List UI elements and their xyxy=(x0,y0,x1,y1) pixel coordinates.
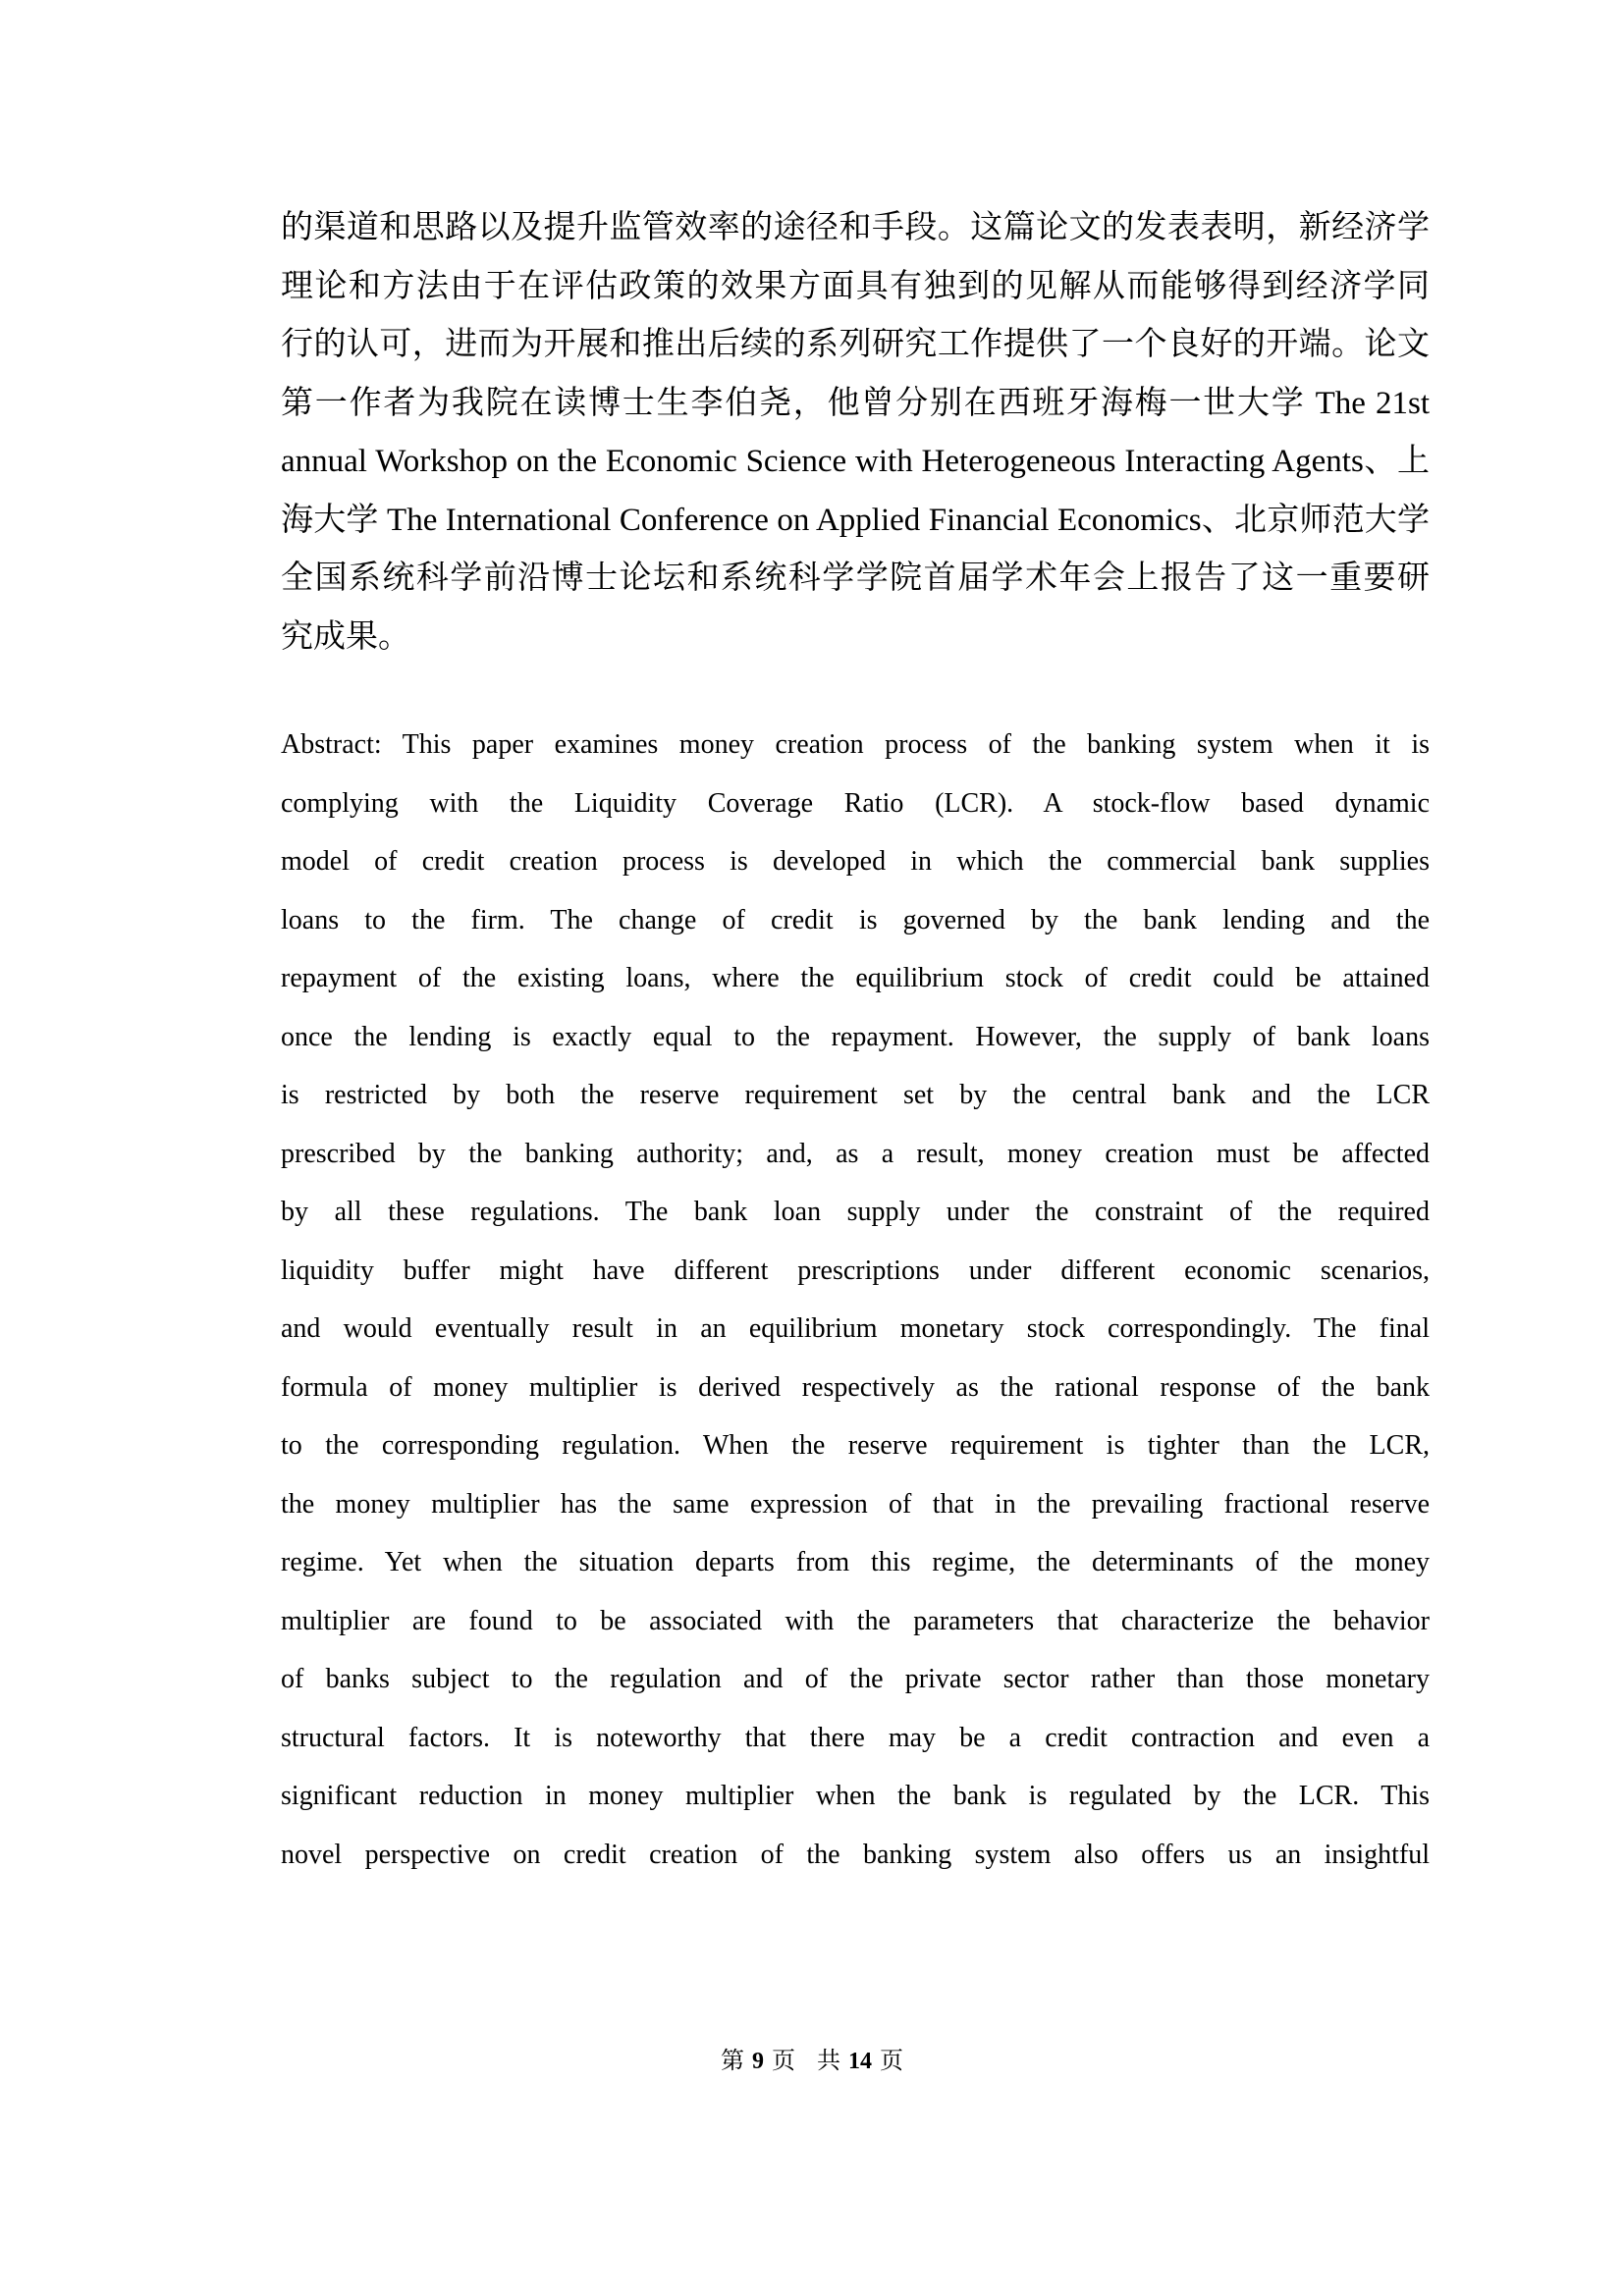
abstract-line: of banks subject to the regulation and of the private sector rather than those monetary xyxy=(281,1664,1430,1694)
abstract-line: structural factors. It is noteworthy that there may be a credit contraction and even a xyxy=(281,1722,1430,1753)
footer-page-prefix: 第 xyxy=(721,2049,744,2074)
page-content xyxy=(281,199,1430,1884)
footer-page-number: 9 xyxy=(752,2049,764,2074)
abstract-line: formula of money multiplier is derived respectively as the rational response of the bank xyxy=(281,1371,1430,1403)
abstract-paragraph xyxy=(281,716,1430,1884)
cn-paragraph-line: 究成果。 xyxy=(281,618,410,655)
abstract-line: Abstract: This paper examines money creation process of the banking system when it is xyxy=(281,729,1430,760)
abstract-line: liquidity buffer might have different prescriptions under different economic scenarios, xyxy=(281,1255,1430,1286)
cn-paragraph-line: 理论和方法由于在评估政策的效果方面具有独到的见解从而能够得到经济学同 xyxy=(281,268,1430,304)
abstract-line: loans to the firm. The change of credit is governed by the bank lending and the xyxy=(281,904,1430,935)
abstract-line: model of credit creation process is developed in which the commercial bank supplies xyxy=(281,846,1430,877)
cn-paragraph-line: 行的认可，进而为开展和推出后续的系列研究工作提供了一个良好的开端。论文 xyxy=(281,327,1430,362)
cn-paragraph-line: 全国系统科学前沿博士论坛和系统科学学院首届学术年会上报告了这一重要研 xyxy=(281,561,1430,596)
footer-page-unit: 页 xyxy=(772,2049,795,2074)
abstract-line: regime. Yet when the situation departs from this regime, the determinants of the money xyxy=(281,1547,1430,1577)
footer-total-unit: 页 xyxy=(880,2049,903,2074)
cn-paragraph-line: 的渠道和思路以及提升监管效率的途径和手段。这篇论文的发表表明，新经济学 xyxy=(281,210,1430,245)
abstract-line: significant reduction in money multiplier when the bank is regulated by the LCR. This xyxy=(281,1781,1430,1811)
abstract-line: and would eventually result in an equilibrium monetary stock correspondingly. The final xyxy=(281,1313,1430,1344)
cn-paragraph-line: 第一作者为我院在读博士生李伯尧，他曾分别在西班牙海梅一世大学 The 21st xyxy=(281,385,1430,421)
abstract-line: repayment of the existing loans, where the equilibrium stock of credit could be attained xyxy=(281,963,1430,993)
abstract-line: complying with the Liquidity Coverage Ratio (LCR). A stock-flow based dynamic xyxy=(281,787,1430,819)
cn-paragraph-line: annual Workshop on the Economic Science with Heterogeneous Interacting Agents、上 xyxy=(281,444,1430,479)
footer-total-number: 14 xyxy=(848,2049,872,2074)
footer-total-label: 共 xyxy=(817,2049,840,2074)
abstract-line: by all these regulations. The bank loan supply under the constraint of the required xyxy=(281,1197,1430,1227)
chinese-paragraph xyxy=(281,199,1430,667)
abstract-line: prescribed by the banking authority; and, as a result, money creation must be affected xyxy=(281,1138,1430,1169)
cn-paragraph-line: 海大学 The International Conference on Applied Financial Economics、北京师范大学 xyxy=(281,502,1430,538)
abstract-line: is restricted by both the reserve requirement set by the central bank and the LCR xyxy=(281,1080,1430,1110)
page-footer xyxy=(0,2042,1624,2081)
abstract-line: the money multiplier has the same expression of that in the prevailing fractional reserve xyxy=(281,1488,1430,1520)
abstract-line: novel perspective on credit creation of the banking system also offers us an insightful xyxy=(281,1839,1430,1870)
abstract-line: once the lending is exactly equal to the repayment. However, the supply of bank loans xyxy=(281,1021,1430,1052)
abstract-line: multiplier are found to be associated with the parameters that characterize the behavior xyxy=(281,1605,1430,1636)
abstract-line: to the corresponding regulation. When the reserve requirement is tighter than the LCR, xyxy=(281,1430,1430,1461)
